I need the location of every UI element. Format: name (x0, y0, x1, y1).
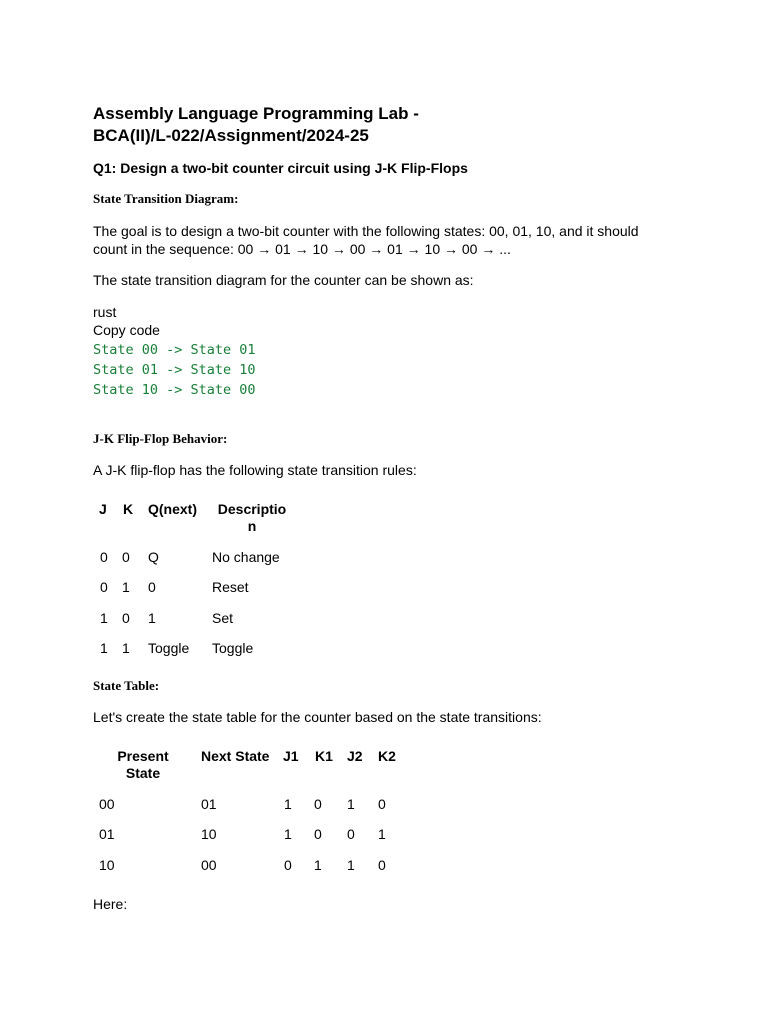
st-header-j1: J1 (283, 748, 299, 764)
title-line-2: BCA(II)/L-022/Assignment/2024-25 (93, 126, 369, 145)
st-header-present-state: Present State (117, 748, 169, 781)
table-cell: 10 (99, 857, 115, 873)
copy-code-label: Copy code (93, 322, 160, 338)
table-cell: 1 (347, 857, 355, 873)
table-cell: 0 (347, 826, 355, 842)
table-cell: 0 (122, 610, 130, 626)
jk-behavior-heading: J-K Flip-Flop Behavior: (93, 431, 228, 446)
state-table-heading: State Table: (93, 678, 160, 693)
table-cell: 01 (99, 826, 115, 842)
intro-line-2: count in the sequence: 00 → 01 → 10 → 00 → 01 → 10 → 00 → ... (93, 241, 511, 257)
table-cell: Q (148, 549, 159, 565)
table-cell: Set (212, 610, 234, 626)
table-cell: 00 (201, 857, 217, 873)
table-cell: 1 (378, 826, 386, 842)
jk-header-j: J (99, 501, 107, 517)
table-cell: 1 (347, 796, 355, 812)
state-table-intro: Let's create the state table for the counter based on the state transitions: (93, 709, 542, 725)
table-cell: 0 (100, 549, 108, 565)
table-cell: 0 (314, 826, 322, 842)
st-header-next-state: Next State (201, 748, 270, 764)
table-cell: 1 (314, 857, 322, 873)
diagram-description: The state transition diagram for the counter can be shown as: (93, 272, 474, 288)
jk-intro: A J-K flip-flop has the following state transition rules: (93, 462, 417, 478)
table-cell: 0 (284, 857, 292, 873)
table-cell: Toggle (212, 640, 254, 656)
code-block (93, 340, 256, 400)
table-cell: 1 (122, 579, 130, 595)
table-cell: 10 (201, 826, 217, 842)
table-cell: 1 (100, 610, 108, 626)
table-cell: 0 (148, 579, 156, 595)
table-cell: 1 (284, 796, 292, 812)
table-cell: 0 (122, 549, 130, 565)
code-line: State 01 -> State 10 (93, 362, 256, 378)
table-cell: 01 (201, 796, 217, 812)
document-title (93, 103, 419, 147)
st-header-j2: J2 (347, 748, 363, 764)
code-line: State 10 -> State 00 (93, 382, 256, 398)
table-cell: Toggle (148, 640, 190, 656)
st-header-k2: K2 (378, 748, 396, 764)
here-label: Here: (93, 896, 128, 912)
intro-paragraph (93, 222, 693, 258)
state-transition-diagram-heading: State Transition Diagram: (93, 191, 239, 206)
jk-header-qnext: Q(next) (148, 501, 197, 517)
table-cell: 0 (378, 857, 386, 873)
table-cell: 1 (148, 610, 156, 626)
table-cell: 00 (99, 796, 115, 812)
question-1-heading: Q1: Design a two-bit counter circuit using J-K Flip-Flops (93, 160, 468, 176)
code-line: State 00 -> State 01 (93, 342, 256, 358)
intro-line-1: The goal is to design a two-bit counter with the following states: 00, 01, 10, and it should (93, 223, 639, 239)
code-language-label: rust (93, 304, 117, 320)
st-header-k1: K1 (315, 748, 333, 764)
table-cell: 1 (100, 640, 108, 656)
table-cell: Reset (212, 579, 249, 595)
table-cell: No change (212, 549, 280, 565)
table-cell: 1 (284, 826, 292, 842)
table-cell: 0 (314, 796, 322, 812)
jk-header-k: K (123, 501, 134, 517)
jk-header-description: Descriptio n (217, 501, 287, 534)
table-cell: 1 (122, 640, 130, 656)
table-cell: 0 (378, 796, 386, 812)
table-cell: 0 (100, 579, 108, 595)
title-line-1: Assembly Language Programming Lab - (93, 104, 419, 123)
